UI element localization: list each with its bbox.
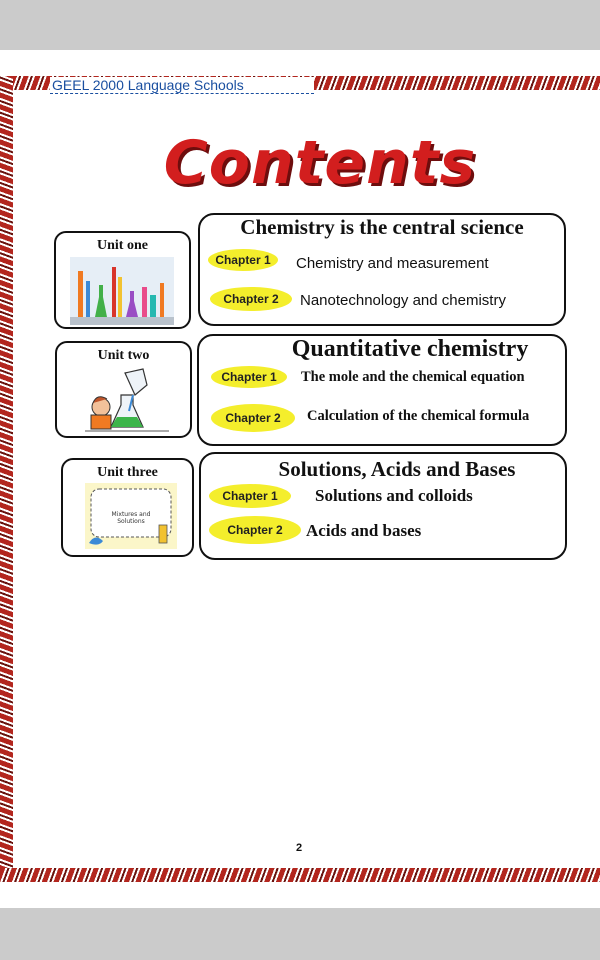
unit-two-chapter-1-chip[interactable]: Chapter 1 — [211, 366, 287, 388]
unit-one-chapter-2-chip[interactable]: Chapter 2 — [210, 287, 292, 311]
unit-two-heading: Quantitative chemistry — [291, 336, 529, 362]
unit-one-panel — [198, 213, 566, 326]
decorative-border-bottom — [0, 868, 600, 882]
scientist-pouring-image — [85, 365, 169, 433]
unit-one-label: Unit one — [97, 238, 148, 253]
unit-three-chapter-2-chip[interactable]: Chapter 2 — [209, 516, 301, 544]
unit-one-chapter-2-title[interactable]: Nanotechnology and chemistry — [300, 292, 506, 309]
decorative-border-left — [0, 76, 13, 882]
unit-two-chapter-2-title[interactable]: Calculation of the chemical formula — [307, 408, 530, 424]
unit-two-label: Unit two — [97, 348, 150, 363]
unit-two-chapter-1-title[interactable]: The mole and the chemical equation — [301, 369, 525, 385]
school-header: GEEL 2000 Language Schools — [50, 77, 314, 94]
unit-three-panel — [199, 452, 567, 560]
unit-two-panel — [197, 334, 567, 446]
unit-one-heading: Chemistry is the central science — [240, 215, 524, 239]
unit-one-chapter-1-title[interactable]: Chemistry and measurement — [296, 255, 489, 272]
unit-one-card — [54, 231, 191, 329]
unit-three-heading: Solutions, Acids and Bases — [278, 457, 516, 481]
unit-two-card — [55, 341, 192, 438]
page-title: Contents — [163, 128, 477, 198]
unit-one-chapter-1-chip[interactable]: Chapter 1 — [208, 249, 278, 271]
unit-three-label: Unit three — [97, 465, 158, 480]
unit-three-card — [61, 458, 194, 557]
lab-glassware-image — [70, 257, 174, 325]
unit-three-chapter-1-title[interactable]: Solutions and colloids — [315, 486, 473, 505]
page-number: 2 — [296, 842, 303, 854]
unit-two-chapter-2-chip[interactable]: Chapter 2 — [211, 404, 295, 432]
mixtures-solutions-caption: Mixtures and Solutions — [111, 511, 151, 525]
unit-three-chapter-2-title[interactable]: Acids and bases — [306, 521, 422, 540]
unit-three-chapter-1-chip[interactable]: Chapter 1 — [209, 484, 291, 508]
